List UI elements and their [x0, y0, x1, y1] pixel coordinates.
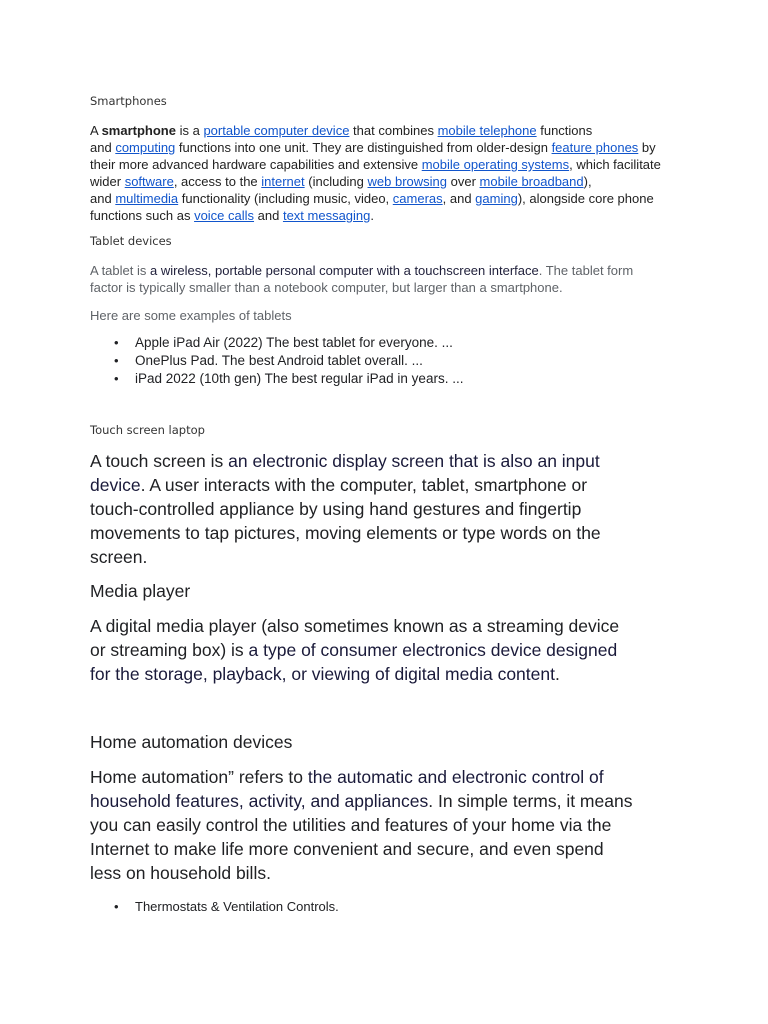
text: ), alongside core phone — [517, 191, 654, 206]
list-item: • iPad 2022 (10th gen) The best regular iPad in years. ... — [90, 370, 463, 388]
home-line-3: you can easily control the utilities and features of your home via the — [90, 815, 612, 835]
link-text-messaging[interactable]: text messaging — [282, 208, 371, 223]
link-portable-computer-device[interactable]: portable computer device — [203, 123, 350, 138]
text: functions into one unit. They are distinguished from older-design — [175, 140, 552, 155]
text: and — [90, 191, 116, 206]
text: (including — [304, 174, 368, 189]
smartphones-heading: Smartphones — [90, 94, 167, 108]
link-computing[interactable]: computing — [115, 140, 176, 155]
text: ), — [583, 174, 592, 189]
link-cameras[interactable]: cameras — [392, 191, 443, 206]
smartphones-line-4 — [90, 173, 690, 190]
link-gaming[interactable]: gaming — [475, 191, 518, 206]
media-line-1: A digital media player (also sometimes known as a streaming device — [90, 616, 620, 636]
touch-paragraph — [90, 449, 690, 569]
media-line-3 — [90, 662, 690, 686]
touch-heading: Touch screen laptop — [90, 423, 205, 437]
text: over — [447, 174, 480, 189]
highlighted-text: the automatic and electronic control of — [307, 767, 604, 787]
link-software[interactable]: software — [124, 174, 174, 189]
link-mobile-broadband[interactable]: mobile broadband — [479, 174, 584, 189]
text: their more advanced hardware capabilities and extensive — [90, 157, 422, 172]
touch-line-3: touch-controlled appliance by using hand gestures and fingertip — [90, 499, 582, 519]
link-mobile-operating-systems[interactable]: mobile operating systems — [421, 157, 570, 172]
touch-line-1 — [90, 449, 690, 473]
text: A — [90, 123, 102, 138]
list-item: • OnePlus Pad. The best Android tablet overall. ... — [90, 352, 463, 370]
text: Home automation” refers to — [90, 767, 308, 787]
text: . — [554, 664, 560, 684]
link-feature-phones[interactable]: feature phones — [551, 140, 639, 155]
list-item: • Apple iPad Air (2022) The best tablet for everyone. ... — [90, 334, 463, 352]
text: . In simple terms, it means — [428, 791, 633, 811]
media-heading: Media player — [90, 581, 191, 601]
touch-line-4: movements to tap pictures, moving elements or type words on the — [90, 523, 601, 543]
smartphones-paragraph — [90, 122, 690, 224]
text: and — [90, 140, 116, 155]
tablets-heading: Tablet devices — [90, 234, 172, 248]
home-line-4: Internet to make life more convenient and secure, and even spend — [90, 839, 604, 859]
highlighted-text: device — [90, 475, 141, 495]
text: , access to the — [173, 174, 262, 189]
text: is a — [175, 123, 204, 138]
text: functions such as — [90, 208, 195, 223]
tablets-examples-intro — [90, 307, 292, 324]
text: by — [638, 140, 656, 155]
touch-line-5: screen. — [90, 547, 148, 567]
text: and — [254, 208, 283, 223]
smartphones-line-3 — [90, 156, 690, 173]
text: , and — [442, 191, 476, 206]
link-internet[interactable]: internet — [261, 174, 305, 189]
home-bullets-list — [90, 898, 339, 916]
media-line-2 — [90, 638, 690, 662]
text: , which facilitate — [569, 157, 661, 172]
touch-line-2 — [90, 473, 690, 497]
tablets-paragraph — [90, 262, 690, 296]
highlighted-text: an electronic display screen that is also an input — [228, 451, 600, 471]
text: functionality (including music, video, — [178, 191, 393, 206]
home-line-2 — [90, 789, 690, 813]
smartphones-line-6 — [90, 207, 690, 224]
highlighted-text: for the storage, playback, or viewing of digital media content — [90, 664, 555, 684]
text: A tablet is — [90, 263, 150, 278]
text: or streaming box) is — [90, 640, 249, 660]
tablets-line-2: factor is typically smaller than a notebook computer, but larger than a smartphone. — [90, 280, 563, 295]
media-paragraph — [90, 614, 690, 686]
highlighted-text: a wireless, portable personal computer with a touchscreen interface — [149, 263, 539, 278]
smartphones-line-2 — [90, 139, 690, 156]
link-web-browsing[interactable]: web browsing — [367, 174, 448, 189]
tablets-line-1 — [90, 262, 690, 279]
link-mobile-telephone[interactable]: mobile telephone — [437, 123, 537, 138]
highlighted-text: a type of consumer electronics device designed — [248, 640, 618, 660]
home-line-5: less on household bills. — [90, 863, 271, 883]
list-item: • Thermostats & Ventilation Controls. — [90, 898, 339, 916]
home-line-1 — [90, 765, 690, 789]
text: . A user interacts with the computer, tablet, smartphone or — [140, 475, 588, 495]
smartphones-line-1 — [90, 122, 690, 139]
text: . — [370, 208, 375, 223]
examples-intro-text: Here are some examples of tablets — [90, 308, 292, 323]
tablets-examples-list — [90, 334, 463, 388]
smartphones-line-5 — [90, 190, 690, 207]
link-multimedia[interactable]: multimedia — [115, 191, 179, 206]
text: . The tablet form — [538, 263, 634, 278]
highlighted-text: household features, activity, and appliances — [90, 791, 429, 811]
text: that combines — [349, 123, 438, 138]
text: functions — [536, 123, 593, 138]
home-paragraph — [90, 765, 690, 885]
home-heading: Home automation devices — [90, 732, 293, 752]
bold-term: smartphone — [101, 123, 176, 138]
text: wider — [90, 174, 125, 189]
link-voice-calls[interactable]: voice calls — [194, 208, 255, 223]
text: A touch screen is — [90, 451, 229, 471]
